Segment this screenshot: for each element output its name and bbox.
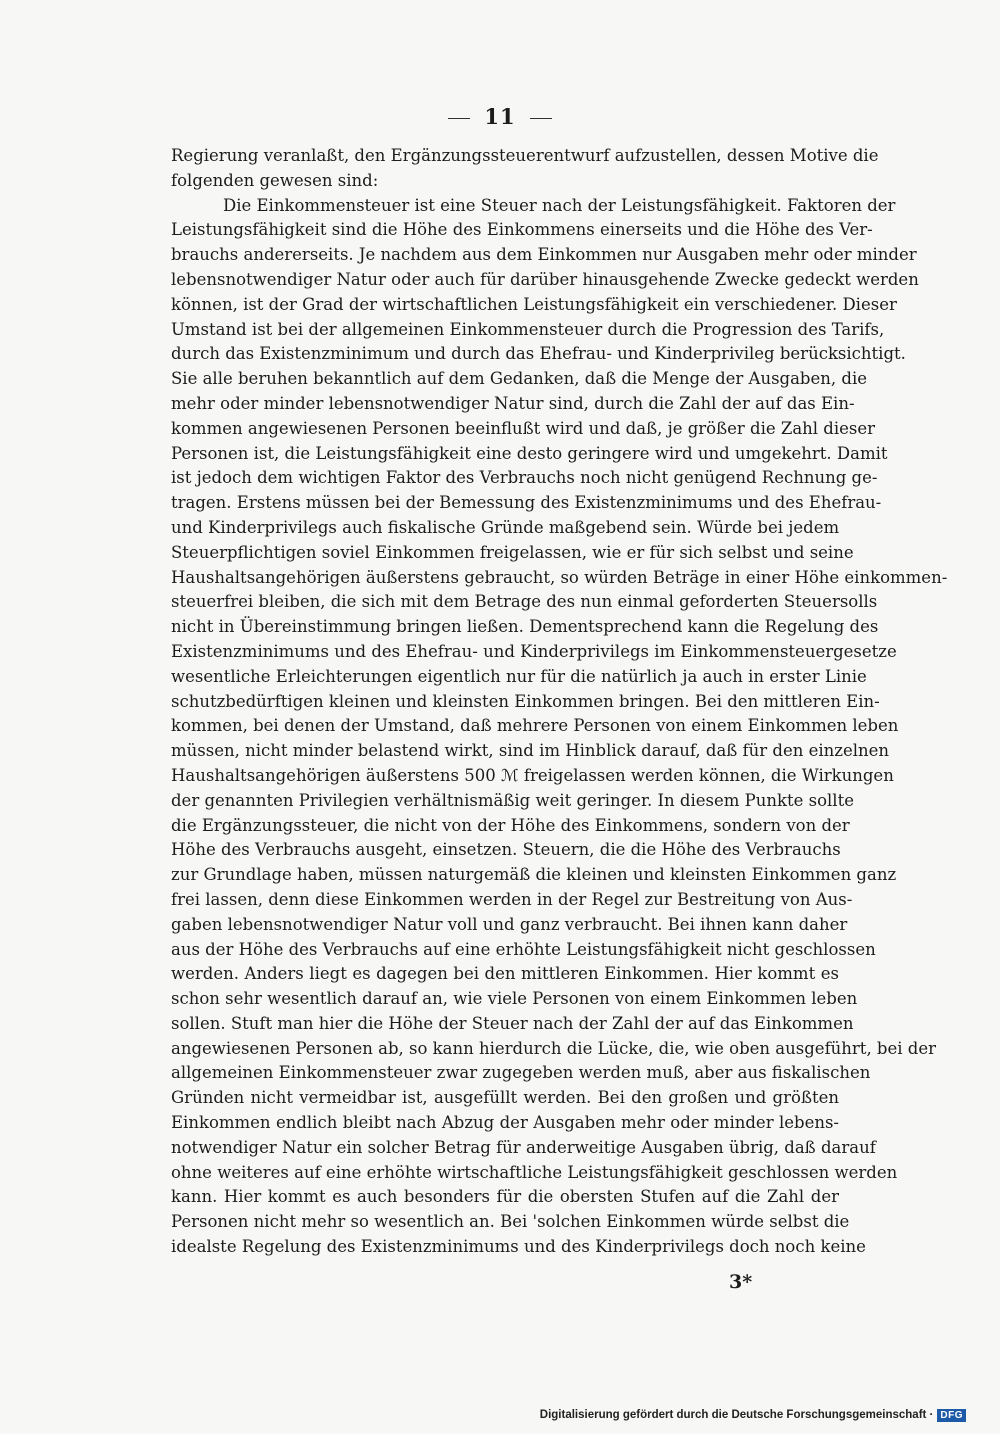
text-line: Steuerpflichtigen soviel Einkommen freigelassen, wie er für sich selbst und seine — [171, 542, 854, 562]
text-line: Einkommen endlich bleibt nach Abzug der Ausgaben mehr oder minder lebens- — [171, 1113, 839, 1133]
text-line: ist jedoch dem wichtigen Faktor des Verbrauchs noch nicht genügend Rechnung ge- — [171, 468, 878, 488]
text-line: Umstand ist bei der allgemeinen Einkommensteuer durch die Progression des Tarifs, — [171, 319, 885, 339]
header-dash-left — [448, 118, 470, 119]
text-line: aus der Höhe des Verbrauchs auf eine erhöhte Leistungsfähigkeit nicht geschlossen — [171, 939, 876, 959]
digitization-footer — [540, 1406, 966, 1424]
text-line: Regierung veranlaßt, den Ergänzungssteuerentwurf aufzustellen, dessen Motive die — [171, 146, 879, 165]
text-line: lebensnotwendiger Natur oder auch für darüber hinausgehende Zwecke gedeckt werden — [171, 269, 919, 289]
text-line: können, ist der Grad der wirtschaftlichen Leistungsfähigkeit ein verschiedener. Dieser — [171, 294, 897, 314]
text-line: die Ergänzungssteuer, die nicht von der Höhe des Einkommens, sondern von der — [171, 815, 850, 835]
page-header — [0, 104, 1000, 129]
text-line: zur Grundlage haben, müssen naturgemäß die kleinen und kleinsten Einkommen ganz — [171, 865, 897, 885]
text-line: wesentliche Erleichterungen eigentlich nur für die natürlich ja auch in erster Linie — [171, 666, 867, 686]
text-line: Existenzminimums und des Ehefrau- und Kinderprivilegs im Einkommensteuergesetze — [171, 641, 897, 661]
text-line: idealste Regelung des Existenzminimums und des Kinderprivilegs doch noch keine — [171, 1237, 866, 1257]
text-line: Die Einkommensteuer ist eine Steuer nach der Leistungsfähigkeit. Faktoren der — [223, 195, 896, 215]
text-line: schutzbedürftigen kleinen und kleinsten Einkommen bringen. Bei den mittleren Ein- — [171, 691, 880, 711]
text-line: und Kinderprivilegs auch fiskalische Gründe maßgebend sein. Würde bei jedem — [171, 517, 840, 537]
text-line: werden. Anders liegt es dagegen bei den mittleren Einkommen. Hier kommt es — [171, 964, 839, 984]
text-line: Haushaltsangehörigen äußerstens gebraucht, so würden Beträge in einer Höhe einkommen- — [171, 567, 948, 587]
text-line: steuerfrei bleiben, die sich mit dem Betrage des nun einmal geforderten Steuersolls — [171, 592, 878, 612]
text-line: nicht in Übereinstimmung bringen ließen. Dementsprechend kann die Regelung des — [171, 617, 879, 637]
text-line: frei lassen, denn diese Einkommen werden in der Regel zur Bestreitung von Aus- — [171, 889, 853, 909]
text-line: kommen, bei denen der Umstand, daß mehrere Personen von einem Einkommen leben — [171, 716, 899, 736]
text-line: ohne weiteres auf eine erhöhte wirtschaftliche Leistungsfähigkeit geschlossen werden — [171, 1162, 898, 1182]
text-line: brauchs andererseits. Je nachdem aus dem Einkommen nur Ausgaben mehr oder minder — [171, 245, 917, 265]
text-line: Haushaltsangehörigen äußerstens 500 ℳ freigelassen werden können, die Wirkungen — [171, 765, 894, 785]
text-line: kommen angewiesenen Personen beeinflußt wird und daß, je größer die Zahl dieser — [171, 418, 876, 438]
text-line: müssen, nicht minder belastend wirkt, sind im Hinblick darauf, daß für den einzelnen — [171, 741, 890, 761]
dfg-logo-icon: DFG — [937, 1409, 966, 1422]
text-line: sollen. Stuft man hier die Höhe der Steuer nach der Zahl der auf das Einkommen — [171, 1013, 854, 1033]
text-line: angewiesenen Personen ab, so kann hierdurch die Lücke, die, wie oben ausgeführt, bei der — [171, 1038, 936, 1058]
text-line: Personen ist, die Leistungsfähigkeit eine desto geringere wird und umgekehrt. Damit — [171, 443, 888, 463]
text-line: durch das Existenzminimum und durch das Ehefrau- und Kinderprivileg berücksichtigt. — [171, 344, 906, 364]
text-line: Personen nicht mehr so wesentlich an. Bei 'solchen Einkommen würde selbst die — [171, 1212, 850, 1232]
text-line: folgenden gewesen sind: — [171, 170, 379, 190]
text-line: Leistungsfähigkeit sind die Höhe des Einkommens einerseits und die Höhe des Ver- — [171, 220, 873, 240]
header-dash-right — [530, 118, 552, 119]
printer-signature-mark: 3* — [729, 1271, 753, 1293]
text-line: Sie alle beruhen bekanntlich auf dem Gedanken, daß die Menge der Ausgaben, die — [171, 369, 867, 389]
text-line: mehr oder minder lebensnotwendiger Natur sind, durch die Zahl der auf das Ein- — [171, 393, 855, 413]
page-number: 11 — [484, 104, 516, 129]
body-text — [171, 144, 948, 1260]
text-line: Gründen nicht vermeidbar ist, ausgefüllt werden. Bei den großen und größten — [171, 1088, 839, 1108]
text-line: allgemeinen Einkommensteuer zwar zugegeben werden muß, aber aus fiskalischen — [171, 1063, 871, 1083]
text-line: gaben lebensnotwendiger Natur voll und ganz verbraucht. Bei ihnen kann daher — [171, 914, 848, 934]
text-line: schon sehr wesentlich darauf an, wie viele Personen von einem Einkommen leben — [171, 989, 858, 1009]
text-line: Höhe des Verbrauchs ausgeht, einsetzen. Steuern, die die Höhe des Verbrauchs — [171, 840, 841, 860]
text-line: notwendiger Natur ein solcher Betrag für anderweitige Ausgaben übrig, daß darauf — [171, 1137, 876, 1157]
footer-credit: Digitalisierung gefördert durch die Deutsche Forschungsgemeinschaft · — [539, 1409, 934, 1421]
text-line: tragen. Erstens müssen bei der Bemessung des Existenzminimums und des Ehefrau- — [171, 493, 882, 513]
text-line: kann. Hier kommt es auch besonders für die obersten Stufen auf die Zahl der — [171, 1187, 839, 1207]
text-line: der genannten Privilegien verhältnismäßig weit geringer. In diesem Punkte sollte — [171, 790, 854, 810]
